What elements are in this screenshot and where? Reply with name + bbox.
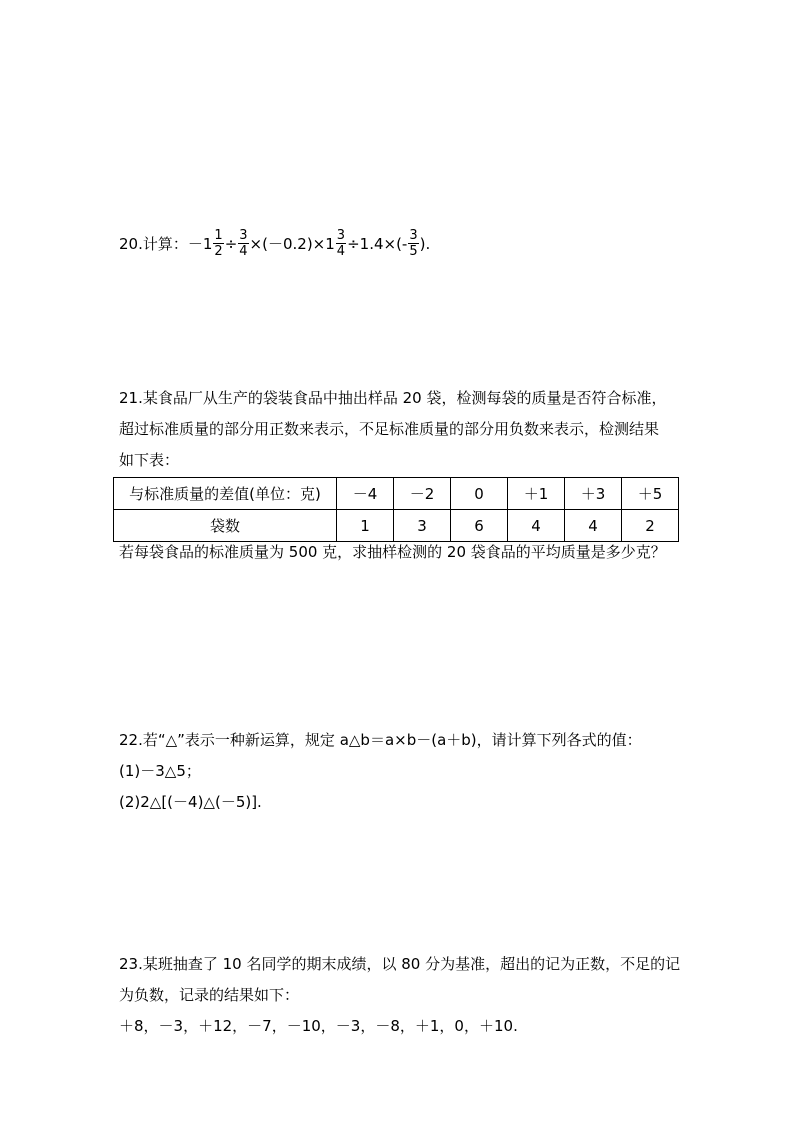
table-row xyxy=(114,478,679,510)
table-cell: 0 xyxy=(451,478,508,510)
q20-frac3-num: 3 xyxy=(336,228,346,243)
q20-label: 20.计算： xyxy=(119,234,188,253)
table-header-diff: 与标准质量的差值(单位：克) xyxy=(114,478,337,510)
q20-frac3-den: 4 xyxy=(336,244,346,259)
table-cell: 3 xyxy=(394,510,451,542)
q23-line-1: 23.某班抽查了 10 名同学的期末成绩，以 80 分为基准，超出的记为正数，不足的记 xyxy=(119,955,681,973)
q20-fraction-1 xyxy=(213,228,223,259)
table-cell: －4 xyxy=(337,478,394,510)
q21-question: 若每袋食品的标准质量为 500 克，求抽样检测的 20 袋食品的平均质量是多少克？ xyxy=(119,543,666,561)
table-cell: ＋3 xyxy=(565,478,622,510)
q21-table xyxy=(113,477,679,542)
table-cell: 4 xyxy=(508,510,565,542)
table-cell: ＋5 xyxy=(622,478,679,510)
q20-frac1-num: 1 xyxy=(214,228,223,243)
q20-frac2-num: 3 xyxy=(239,228,248,243)
table-cell: 6 xyxy=(451,510,508,542)
q20-mixed-whole: －1 xyxy=(187,234,213,253)
table-row xyxy=(114,510,679,542)
table-cell: 2 xyxy=(622,510,679,542)
q21-line-3: 如下表： xyxy=(119,451,180,469)
q21-line-2: 超过标准质量的部分用正数来表示，不足标准质量的部分用负数来表示，检测结果 xyxy=(119,420,660,438)
q20-frac4-den: 5 xyxy=(409,244,418,259)
q20-fraction-4 xyxy=(408,228,418,259)
q23-line-2: 为负数，记录的结果如下： xyxy=(119,986,300,1004)
q20-fraction-2 xyxy=(238,228,248,259)
q20-tail: ). xyxy=(419,234,431,253)
q20-mid2: ÷1.4×(- xyxy=(347,234,408,253)
q20-frac4-num: 3 xyxy=(409,228,418,243)
question-20 xyxy=(119,228,430,259)
q22-line-3: (2)2△[(－4)△(－5)]. xyxy=(119,793,262,811)
table-cell: 4 xyxy=(565,510,622,542)
q22-line-2: (1)－3△5； xyxy=(119,762,201,780)
q23-line-3: ＋8，－3，＋12，－7，－10，－3，－8，＋1，0，＋10. xyxy=(119,1017,518,1035)
table-cell: －2 xyxy=(394,478,451,510)
q20-mid: ×(－0.2)×1 xyxy=(249,234,335,253)
table-cell: 1 xyxy=(337,510,394,542)
q20-div: ÷ xyxy=(224,234,238,253)
q20-frac1-den: 2 xyxy=(214,244,223,259)
q20-frac2-den: 4 xyxy=(239,244,248,259)
q20-fraction-3 xyxy=(336,228,346,259)
q21-line-1: 21.某食品厂从生产的袋装食品中抽出样品 20 袋，检测每袋的质量是否符合标准， xyxy=(119,389,667,407)
table-cell: ＋1 xyxy=(508,478,565,510)
q22-line-1: 22.若“△”表示一种新运算，规定 a△b＝a×b－(a＋b)，请计算下列各式的值： xyxy=(119,731,642,749)
table-header-count: 袋数 xyxy=(114,510,337,542)
